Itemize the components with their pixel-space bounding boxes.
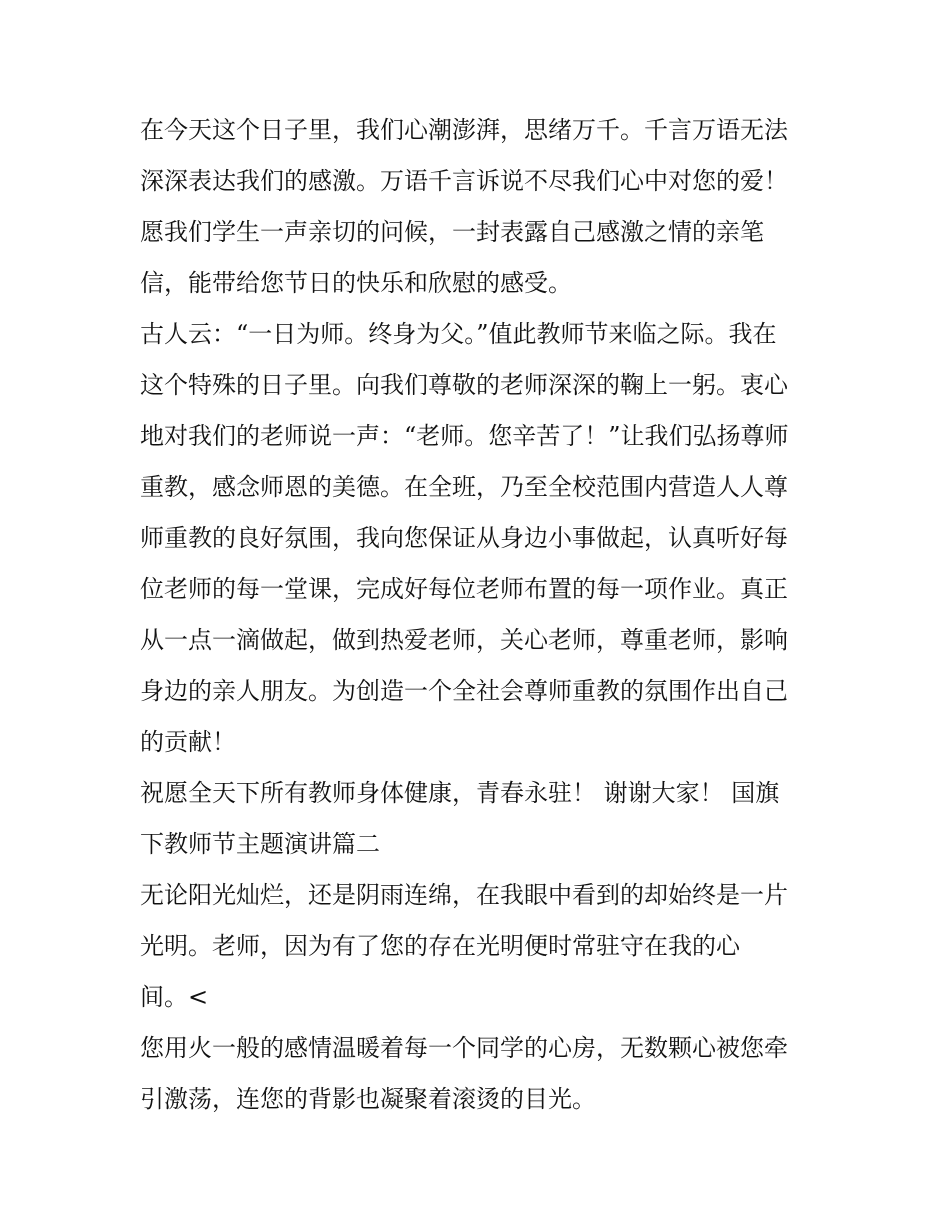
- text-line: 从一点一滴做起，做到热爱老师，关心老师，尊重老师，影响: [140, 626, 788, 654]
- text-line: 下教师节主题演讲篇二: [140, 830, 380, 858]
- text-line: 无论阳光灿烂，还是阴雨连绵，在我眼中看到的却始终是一片: [140, 881, 788, 909]
- text-line: 身边的亲人朋友。为创造一个全社会尊师重教的氛围作出自己: [140, 677, 788, 705]
- text-line: 间。<: [140, 983, 209, 1011]
- text-line: 引激荡，连您的背影也凝聚着滚烫的目光。: [140, 1085, 596, 1113]
- text-line: 的贡献！: [140, 728, 236, 756]
- text-line: 光明。老师，因为有了您的存在光明便时常驻守在我的心: [140, 932, 740, 960]
- text-line: 在今天这个日子里，我们心潮澎湃，思绪万千。千言万语无法: [140, 116, 788, 144]
- text-line: 祝愿全天下所有教师身体健康，青春永驻！ 谢谢大家！ 国旗: [140, 779, 780, 807]
- text-line: 这个特殊的日子里。向我们尊敬的老师深深的鞠上一躬。衷心: [140, 371, 788, 399]
- text-line: 愿我们学生一声亲切的问候，一封表露自己感激之情的亲笔: [140, 218, 764, 246]
- text-line: 师重教的良好氛围，我向您保证从身边小事做起，认真听好每: [140, 524, 788, 552]
- text-line: 深深表达我们的感激。万语千言诉说不尽我们心中对您的爱！: [140, 167, 788, 195]
- text-line: 您用火一般的感情温暖着每一个同学的心房，无数颗心被您牵: [140, 1034, 788, 1062]
- text-line: 地对我们的老师说一声：“老师。您辛苦了！”让我们弘扬尊师: [140, 422, 789, 450]
- text-line: 位老师的每一堂课，完成好每位老师布置的每一项作业。真正: [140, 575, 788, 603]
- text-line: 信，能带给您节日的快乐和欣慰的感受。: [140, 269, 572, 297]
- body-text: [140, 105, 820, 1125]
- text-line: 古人云：“一日为师。终身为父。”值此教师节来临之际。我在: [140, 320, 777, 348]
- text-line: 重教，感念师恩的美德。在全班，乃至全校范围内营造人人尊: [140, 473, 788, 501]
